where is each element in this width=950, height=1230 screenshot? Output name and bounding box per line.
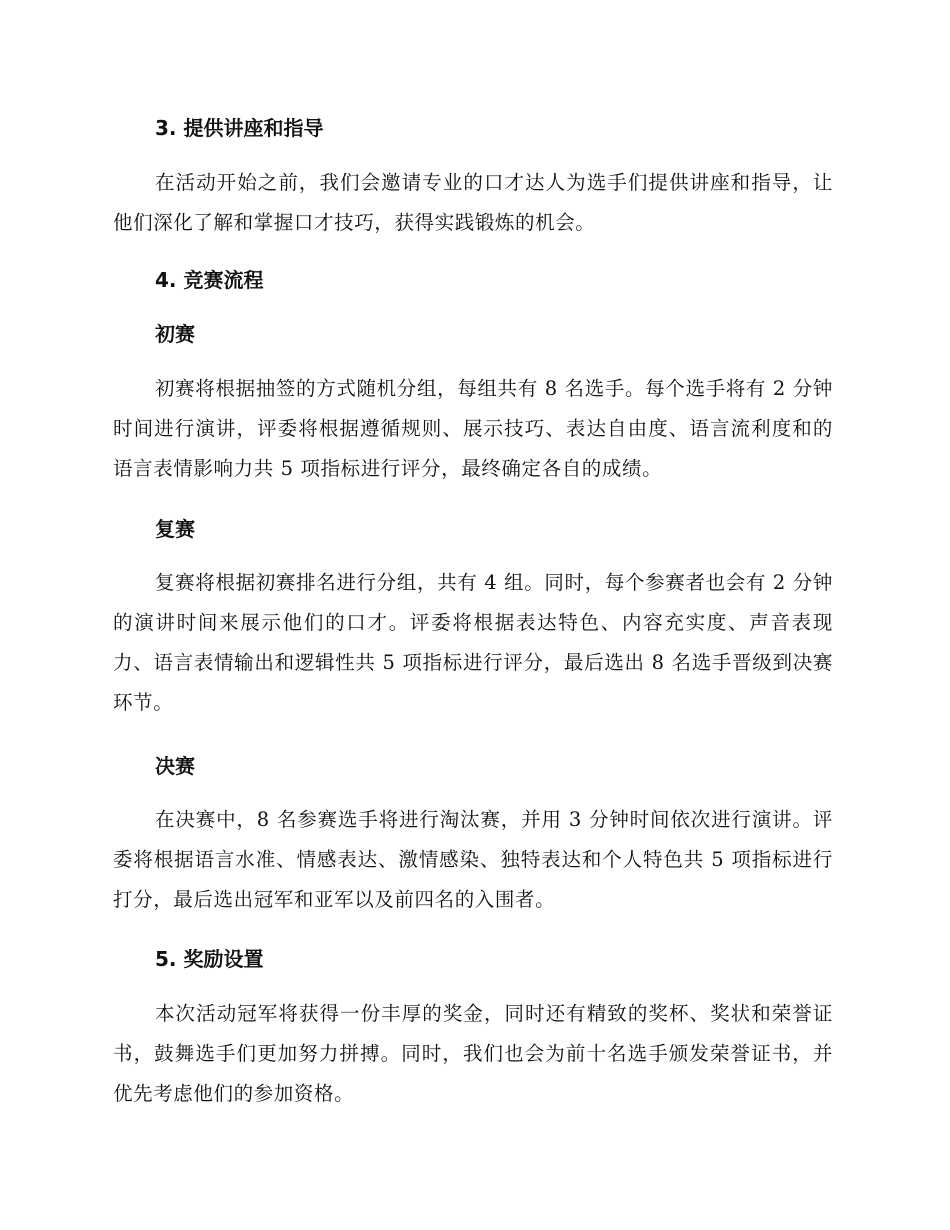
section-heading-lectures: 3. 提供讲座和指导 (155, 116, 324, 140)
paragraph-preliminary: 初赛将根据抽签的方式随机分组，每组共有 8 名选手。每个选手将有 2 分钟时间进行演讲，评委将根据遵循规则、展示技巧、表达自由度、语言流利度和的语言表情影响力共 5 项指标进行评分，最终确定各自的成绩。 (113, 377, 833, 480)
subheading-final: 决赛 (155, 754, 195, 778)
section-heading-competition-process: 4. 竞赛流程 (155, 268, 264, 292)
paragraph-final: 在决赛中，8 名参赛选手将进行淘汰赛，并用 3 分钟时间依次进行演讲。评委将根据语言水准、情感表达、激情感染、独特表达和个人特色共 5 项指标进行打分，最后选出冠军和亚军以及前四名的入围者。 (113, 808, 833, 911)
section-heading-awards: 5. 奖励设置 (155, 947, 264, 971)
paragraph-lectures: 在活动开始之前，我们会邀请专业的口才达人为选手们提供讲座和指导，让他们深化了解和掌握口才技巧，获得实践锻炼的机会。 (113, 171, 833, 234)
subheading-semifinal: 复赛 (155, 517, 195, 541)
paragraph-awards: 本次活动冠军将获得一份丰厚的奖金，同时还有精致的奖杯、奖状和荣誉证书，鼓舞选手们更加努力拼搏。同时，我们也会为前十名选手颁发荣誉证书，并优先考虑他们的参加资格。 (113, 1002, 833, 1105)
paragraph-semifinal: 复赛将根据初赛排名进行分组，共有 4 组。同时，每个参赛者也会有 2 分钟的演讲时间来展示他们的口才。评委将根据表达特色、内容充实度、声音表现力、语言表情输出和逻辑性共 5 项指标进行评分，最后选出 8 名选手晋级到决赛环节。 (113, 571, 833, 714)
subheading-preliminary: 初赛 (155, 322, 195, 346)
